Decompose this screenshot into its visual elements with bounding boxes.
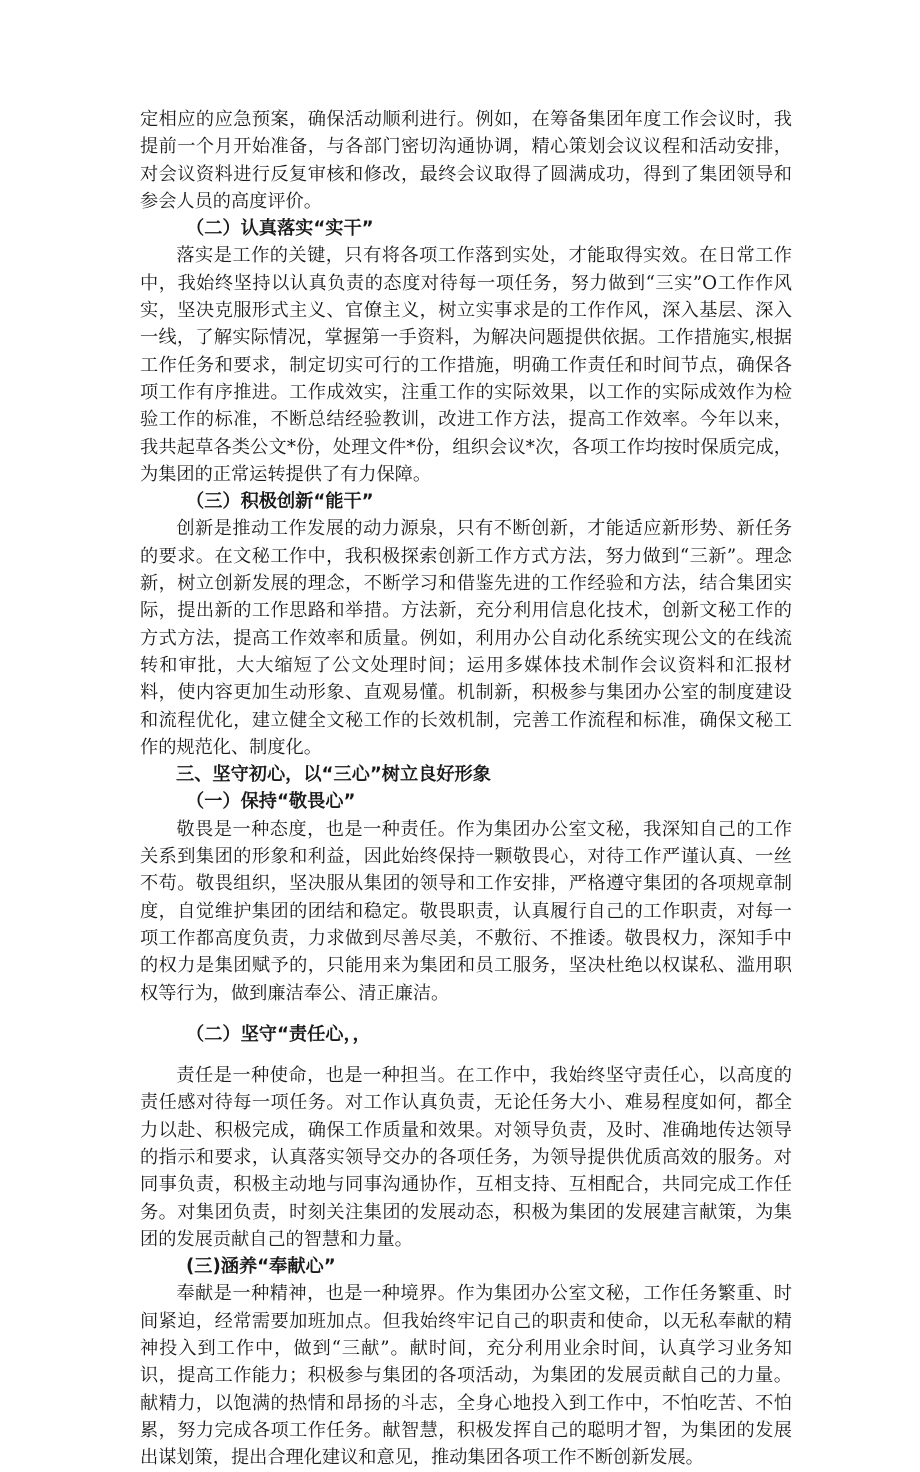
- paragraph-responsibility: 责任是一种使命，也是一种担当。在工作中，我始终坚守责任心，以高度的责任感对待每一项任务。对工作认真负责，无论任务大小、难易程度如何，都全力以赴、积极完成，确保工作质量和效果。对领导负责，及时、准确地传达领导的指示和要求，认真落实领导交办的各项任务，为领导提供优质高效的服务。对同事负责，积极主动地与同事沟通协作，互相支持、互相配合，共同完成工作任务。对集团负责，时刻关注集团的发展动态，积极为集团的发展建言献策，为集团的发展贡献自己的智慧和力量。: [140, 1065, 792, 1250]
- section-heading-2-2: （二）认真落实“实干”: [186, 218, 374, 240]
- chapter-heading-3: 三、坚守初心，以“三心”树立良好形象: [176, 764, 491, 786]
- paragraph-innovation: 创新是推动工作发展的动力源泉，只有不断创新，才能适应新形势、新任务的要求。在文秘工作中，我积极探索创新工作方式方法，努力做到“三新”。理念新，树立创新发展的理念，不断学习和借鉴先进的工作经验和方法，结合集团实际，提出新的工作思路和举措。方法新，充分利用信息化技术，创新文秘工作的方式方法，提高工作效率和质量。例如，利用办公自动化系统实现公文的在线流转和审批，大大缩短了公文处理时间；运用多媒体技术制作会议资料和汇报材料，使内容更加生动形象、直观易懂。机制新，积极参与集团办公室的制度建设和流程优化，建立健全文秘工作的长效机制，完善工作流程和标准，确保文秘工作的规范化、制度化。: [140, 518, 792, 758]
- paragraph-implementation: 落实是工作的关键，只有将各项工作落到实处，才能取得实效。在日常工作中，我始终坚持以认真负责的态度对待每一项任务，努力做到“三实”O工作作风实，坚决克服形式主义、官僚主义，树立实事求是的工作作风，深入基层、深入一线，了解实际情况，掌握第一手资料，为解决问题提供依据。工作措施实,根据工作任务和要求，制定切实可行的工作措施，明确工作责任和时间节点，确保各项工作有序推进。工作成效实，注重工作的实际效果，以工作的实际成效作为检验工作的标准，不断总结经验教训，改进工作方法，提高工作效率。今年以来，我共起草各类公文*份，处理文件*份，组织会议*次，各项工作均按时保质完成，为集团的正常运转提供了有力保障。: [140, 245, 792, 485]
- section-heading-3-1: （一）保持“敬畏心”: [186, 791, 356, 813]
- section-heading-2-3: （三）积极创新“能干”: [186, 491, 374, 513]
- paragraph-emergency-plan: 定相应的应急预案，确保活动顺利进行。例如，在筹备集团年度工作会议时，我提前一个月开始准备，与各部门密切沟通协调，精心策划会议议程和活动安排，对会议资料进行反复审核和修改，最终会议取得了圆满成功，得到了集团领导和参会人员的高度评价。: [140, 109, 792, 212]
- document-body: [140, 106, 792, 1472]
- paragraph-dedication: 奉献是一种精神，也是一种境界。作为集团办公室文秘，工作任务繁重、时间紧迫，经常需要加班加点。但我始终牢记自己的职责和使命，以无私奉献的精神投入到工作中，做到“三献”。献时间，充分利用业余时间，认真学习业务知识，提高工作能力；积极参与集团的各项活动，为集团的发展贡献自己的力量。献精力，以饱满的热情和昂扬的斗志，全身心地投入到工作中，不怕吃苦、不怕累，努力完成各项工作任务。献智慧，积极发挥自己的聪明才智，为集团的发展出谋划策，提出合理化建议和意见，推动集团各项工作不断创新发展。: [140, 1283, 792, 1469]
- section-heading-3-3: (三)涵养“奉献心”: [186, 1256, 336, 1278]
- section-heading-3-2: （二）坚守“责任心，，: [186, 1023, 371, 1045]
- paragraph-reverence: 敬畏是一种态度，也是一种责任。作为集团办公室文秘，我深知自己的工作关系到集团的形象和利益，因此始终保持一颗敬畏心，对待工作严谨认真、一丝不苟。敬畏组织，坚决服从集团的领导和工作安排，严格遵守集团的各项规章制度，自觉维护集团的团结和稳定。敬畏职责，认真履行自己的工作职责，对每一项工作都高度负责，力求做到尽善尽美，不敷衍、不推诿。敬畏权力，深知手中的权力是集团赋予的，只能用来为集团和员工服务，坚决杜绝以权谋私、滥用职权等行为，做到廉洁奉公、清正廉洁。: [140, 818, 792, 1004]
